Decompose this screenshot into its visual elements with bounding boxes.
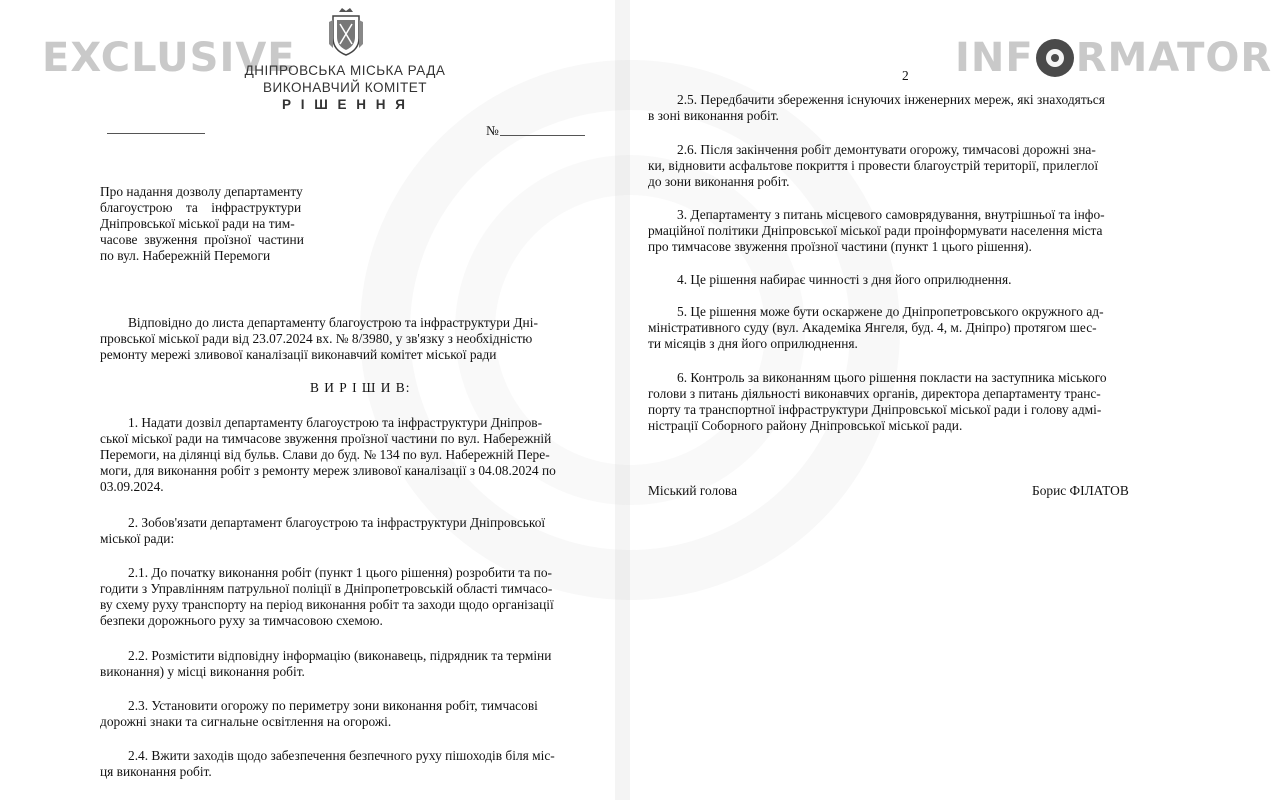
item-2-1-line: 2.1. До початку виконання робіт (пункт 1 цього рішення) розробити та по- bbox=[128, 565, 552, 580]
informator-watermark bbox=[955, 35, 1272, 81]
item-2-6-line: ки, відновити асфальтове покриття і провести благоустрій території, прилеглої bbox=[648, 158, 1099, 173]
item-5-line: міністративного суду (вул. Академіка Янгеля, буд. 4, м. Дніпро) протягом шес- bbox=[648, 320, 1097, 335]
page-number: 2 bbox=[902, 68, 909, 83]
page-separator bbox=[615, 0, 630, 800]
preamble-line: провської міської ради від 23.07.2024 вх. № 8/3980, у зв'язку з необхідністю bbox=[100, 331, 533, 346]
item-3-line: рмаційної політики Дніпровської міської ради проінформувати населення міста bbox=[648, 223, 1103, 238]
item-2-line: міської ради: bbox=[100, 531, 175, 546]
city-emblem-icon bbox=[325, 8, 367, 58]
item-6-line: ністрації Соборного району Дніпровської міської ради. bbox=[648, 418, 963, 433]
informator-eye-icon bbox=[1036, 39, 1074, 77]
item-2-6-line: до зони виконання робіт. bbox=[648, 174, 790, 189]
item-2-4-line: ця виконання робіт. bbox=[100, 764, 212, 779]
number-label: № bbox=[486, 123, 499, 138]
item-2-3-line: 2.3. Установити огорожу по периметру зони виконання робіт, тимчасові bbox=[128, 698, 538, 713]
item-2-5-line: в зоні виконання робіт. bbox=[648, 108, 779, 123]
preamble-line: Відповідно до листа департаменту благоустрою та інфраструктури Дні- bbox=[128, 315, 538, 330]
item-3-line: 3. Департаменту з питань місцевого самоврядування, внутрішньої та інфо- bbox=[677, 207, 1105, 222]
subject-line: Дніпровської міської ради на тим- bbox=[100, 216, 295, 231]
item-1-line: ської міської ради на тимчасове звуження проїзної частини по вул. Набережній bbox=[100, 431, 552, 446]
document-page-1 bbox=[0, 0, 615, 800]
subject-line: часове звуження проїзної частини bbox=[100, 232, 304, 247]
informator-suffix: RMATOR bbox=[1075, 35, 1272, 81]
item-2-1-line: ву схему руху транспорту на період виконання робіт та заходи щодо організації bbox=[100, 597, 554, 612]
item-6-line: голови з питань діяльності виконавчих органів, директора департаменту транс- bbox=[648, 386, 1101, 401]
item-1-line: 03.09.2024. bbox=[100, 479, 164, 494]
item-2-1-line: безпеки дорожнього руху за тимчасовою схемою. bbox=[100, 613, 383, 628]
item-2-line: 2. Зобов'язати департамент благоустрою та інфраструктури Дніпровської bbox=[128, 515, 546, 530]
item-6-line: порту та транспортної інфраструктури Дніпровської міської ради і голову адмі- bbox=[648, 402, 1102, 417]
doc-type: Р І Ш Е Н Н Я bbox=[281, 97, 409, 112]
item-1-line: моги, для виконання робіт з ремонту мереж зливової каналізації з 04.08.2024 по bbox=[100, 463, 556, 478]
item-4-line: 4. Це рішення набирає чинності з дня його оприлюднення. bbox=[677, 272, 1012, 287]
signature-title: Міський голова bbox=[648, 483, 738, 498]
date-line bbox=[107, 133, 205, 134]
org-name: ДНІПРОВСЬКА МІСЬКА РАДА bbox=[244, 63, 446, 78]
item-2-4-line: 2.4. Вжити заходів щодо забезпечення безпечного руху пішоходів біля міс- bbox=[128, 748, 555, 763]
subject-line: по вул. Набережній Перемоги bbox=[100, 248, 271, 263]
item-2-6-line: 2.6. Після закінчення робіт демонтувати огорожу, тимчасові дорожні зна- bbox=[677, 142, 1096, 157]
subject-line: Про надання дозволу департаменту bbox=[100, 184, 303, 199]
preamble-line: ремонту мережі зливової каналізації виконавчий комітет міської ради bbox=[100, 347, 497, 362]
item-2-2-line: виконання) у місці виконання робіт. bbox=[100, 664, 305, 679]
item-2-3-line: дорожні знаки та сигнальне освітлення на огорожі. bbox=[100, 714, 392, 729]
item-5-line: ти місяців з дня його оприлюднення. bbox=[648, 336, 858, 351]
item-3-line: про тимчасове звуження проїзної частини (пункт 1 цього рішення). bbox=[648, 239, 1032, 254]
item-1-line: 1. Надати дозвіл департаменту благоустрою та інфраструктури Дніпров- bbox=[128, 415, 543, 430]
item-2-1-line: годити з Управлінням патрульної поліції в Дніпропетровській області тимчасо- bbox=[100, 581, 553, 596]
exclusive-watermark: EXCLUSIVE bbox=[42, 35, 296, 81]
signature-name: Борис ФІЛАТОВ bbox=[1032, 483, 1129, 498]
informator-prefix: INF bbox=[955, 35, 1034, 81]
item-5-line: 5. Це рішення може бути оскаржене до Дніпропетровського окружного ад- bbox=[677, 304, 1104, 319]
decided-heading: В И Р І Ш И В: bbox=[310, 380, 411, 395]
committee-name: ВИКОНАВЧИЙ КОМІТЕТ bbox=[263, 80, 427, 95]
item-2-2-line: 2.2. Розмістити відповідну інформацію (виконавець, підрядник та терміни bbox=[128, 648, 552, 663]
item-1-line: Перемоги, на ділянці від бульв. Слави до буд. № 134 по вул. Набережній Пере- bbox=[100, 447, 550, 462]
item-6-line: 6. Контроль за виконанням цього рішення покласти на заступника міського bbox=[677, 370, 1107, 385]
item-2-5-line: 2.5. Передбачити збереження існуючих інженерних мереж, які знаходяться bbox=[677, 92, 1105, 107]
number-line bbox=[500, 135, 585, 136]
subject-line: благоустрою та інфраструктури bbox=[100, 200, 302, 215]
